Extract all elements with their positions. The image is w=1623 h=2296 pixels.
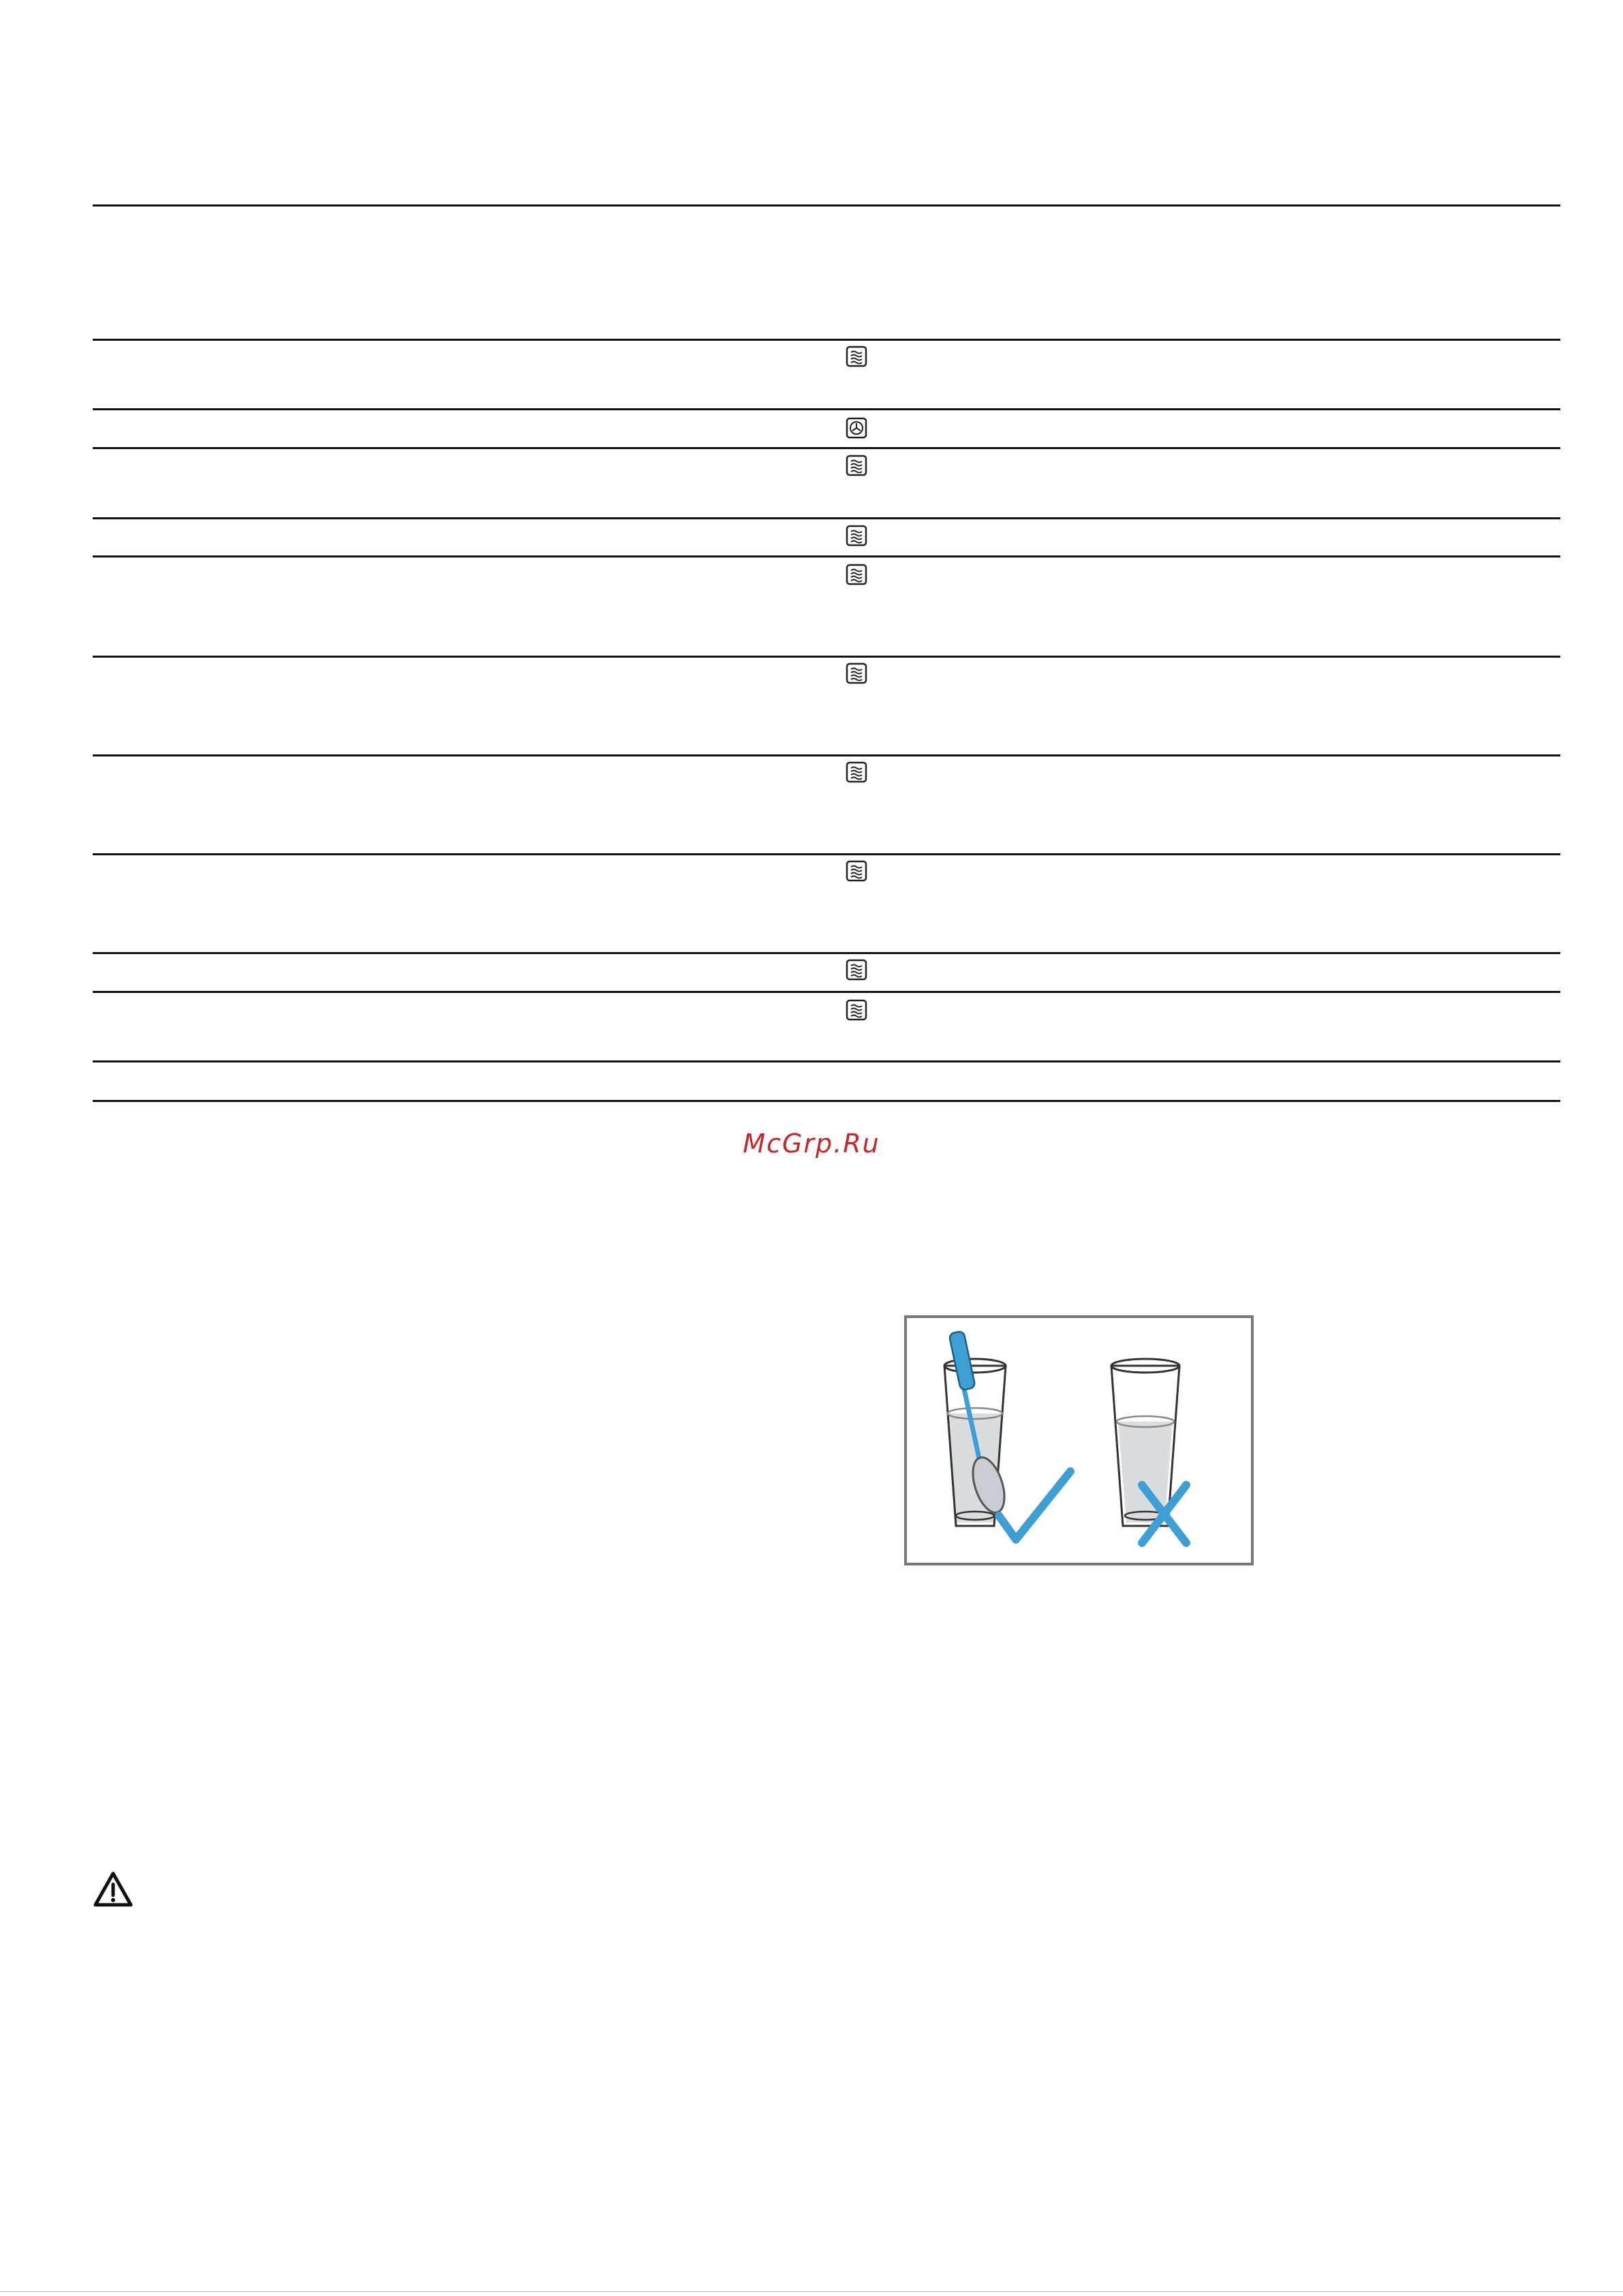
- microwave-icon: [846, 959, 867, 981]
- table-row-rule: [93, 1060, 1560, 1062]
- table-row-rule: [93, 853, 1560, 855]
- microwave-icon: [846, 999, 867, 1021]
- table-header-rule: [93, 339, 1560, 341]
- table-top-rule: [93, 204, 1560, 206]
- microwave-icon: [846, 564, 867, 585]
- footer-rule: [0, 2291, 1623, 2292]
- table-row-rule: [93, 517, 1560, 519]
- warning-triangle-icon: [93, 1871, 134, 1908]
- table-bottom-rule: [93, 1100, 1560, 1102]
- table-row-rule: [93, 991, 1560, 993]
- microwave-icon: [846, 346, 867, 367]
- microwave-icon: [846, 525, 867, 547]
- table-row-rule: [93, 952, 1560, 954]
- microwave-icon: [846, 761, 867, 783]
- microwave-icon: [846, 860, 867, 882]
- watermark-text: McGrp.Ru: [743, 1129, 880, 1159]
- hot-air-fan-icon: [846, 417, 867, 439]
- glass-with-spoon-correct-icon: [944, 1331, 1070, 1540]
- table-row-rule: [93, 447, 1560, 449]
- table-row-rule: [93, 408, 1560, 410]
- table-row-rule: [93, 754, 1560, 756]
- microwave-icon: [846, 455, 867, 476]
- spoon-in-glass-figure: [904, 1315, 1254, 1565]
- microwave-icon: [846, 662, 867, 684]
- table-row-rule: [93, 555, 1560, 557]
- table-row-rule: [93, 656, 1560, 658]
- glass-without-spoon-wrong-icon: [1111, 1359, 1186, 1543]
